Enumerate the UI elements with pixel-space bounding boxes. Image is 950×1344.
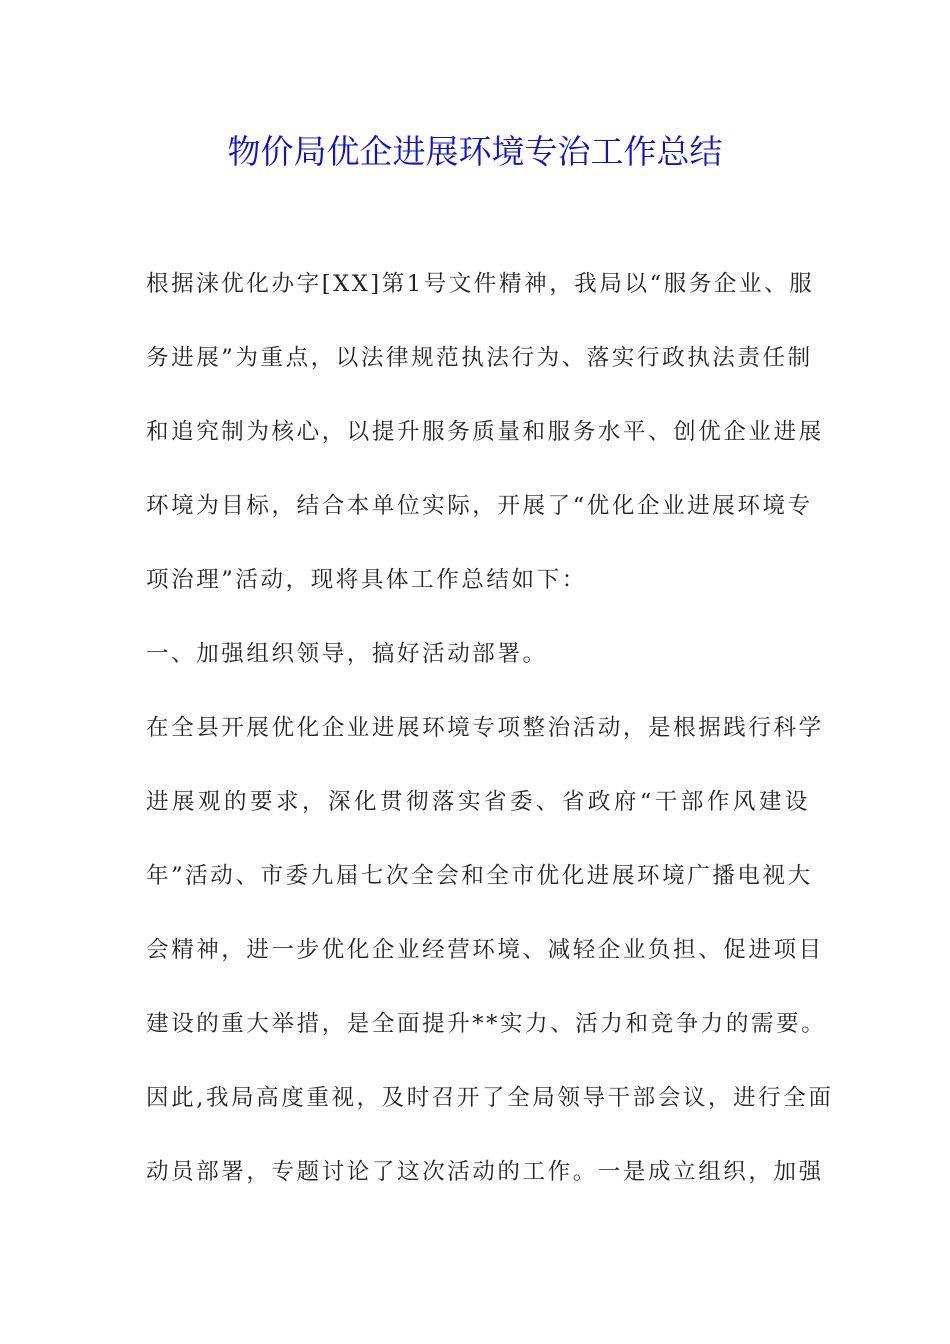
- body-line: 动员部署，专题讨论了这次活动的工作。一是成立组织，加强: [146, 1159, 824, 1185]
- body-line: 因此,我局高度重视，及时召开了全局领导干部会议，进行全面: [146, 1085, 834, 1111]
- body-line: 建设的重大举措，是全面提升**实力、活力和竞争力的需要。: [146, 1011, 827, 1037]
- body-line: 务进展”为重点，以法律规范执法行为、落实行政执法责任制: [146, 345, 813, 371]
- document-body: [146, 262, 834, 1224]
- body-line: 进展观的要求，深化贯彻落实省委、省政府“干部作风建设: [146, 789, 810, 815]
- document-title: 物价局优企进展环境专治工作总结: [227, 132, 723, 171]
- body-line: 在全县开展优化企业进展环境专项整治活动，是根据践行科学: [146, 715, 824, 741]
- body-line: 和追究制为核心，以提升服务质量和服务水平、创优企业进展: [146, 419, 824, 445]
- body-line: 会精神，进一步优化企业经营环境、减轻企业负担、促进项目: [146, 937, 824, 963]
- body-line: 年”活动、市委九届七次全会和全市优化进展环境广播电视大: [146, 863, 813, 889]
- section-heading: 一、加强组织领导，搞好活动部署。: [146, 641, 548, 667]
- body-line: 根据涞优化办字[XX]第1号文件精神，我局以“服务企业、服: [146, 271, 815, 297]
- body-line: 项治理”活动，现将具体工作总结如下：: [146, 567, 587, 593]
- body-line: 环境为目标，结合本单位实际，开展了“优化企业进展环境专: [146, 493, 813, 519]
